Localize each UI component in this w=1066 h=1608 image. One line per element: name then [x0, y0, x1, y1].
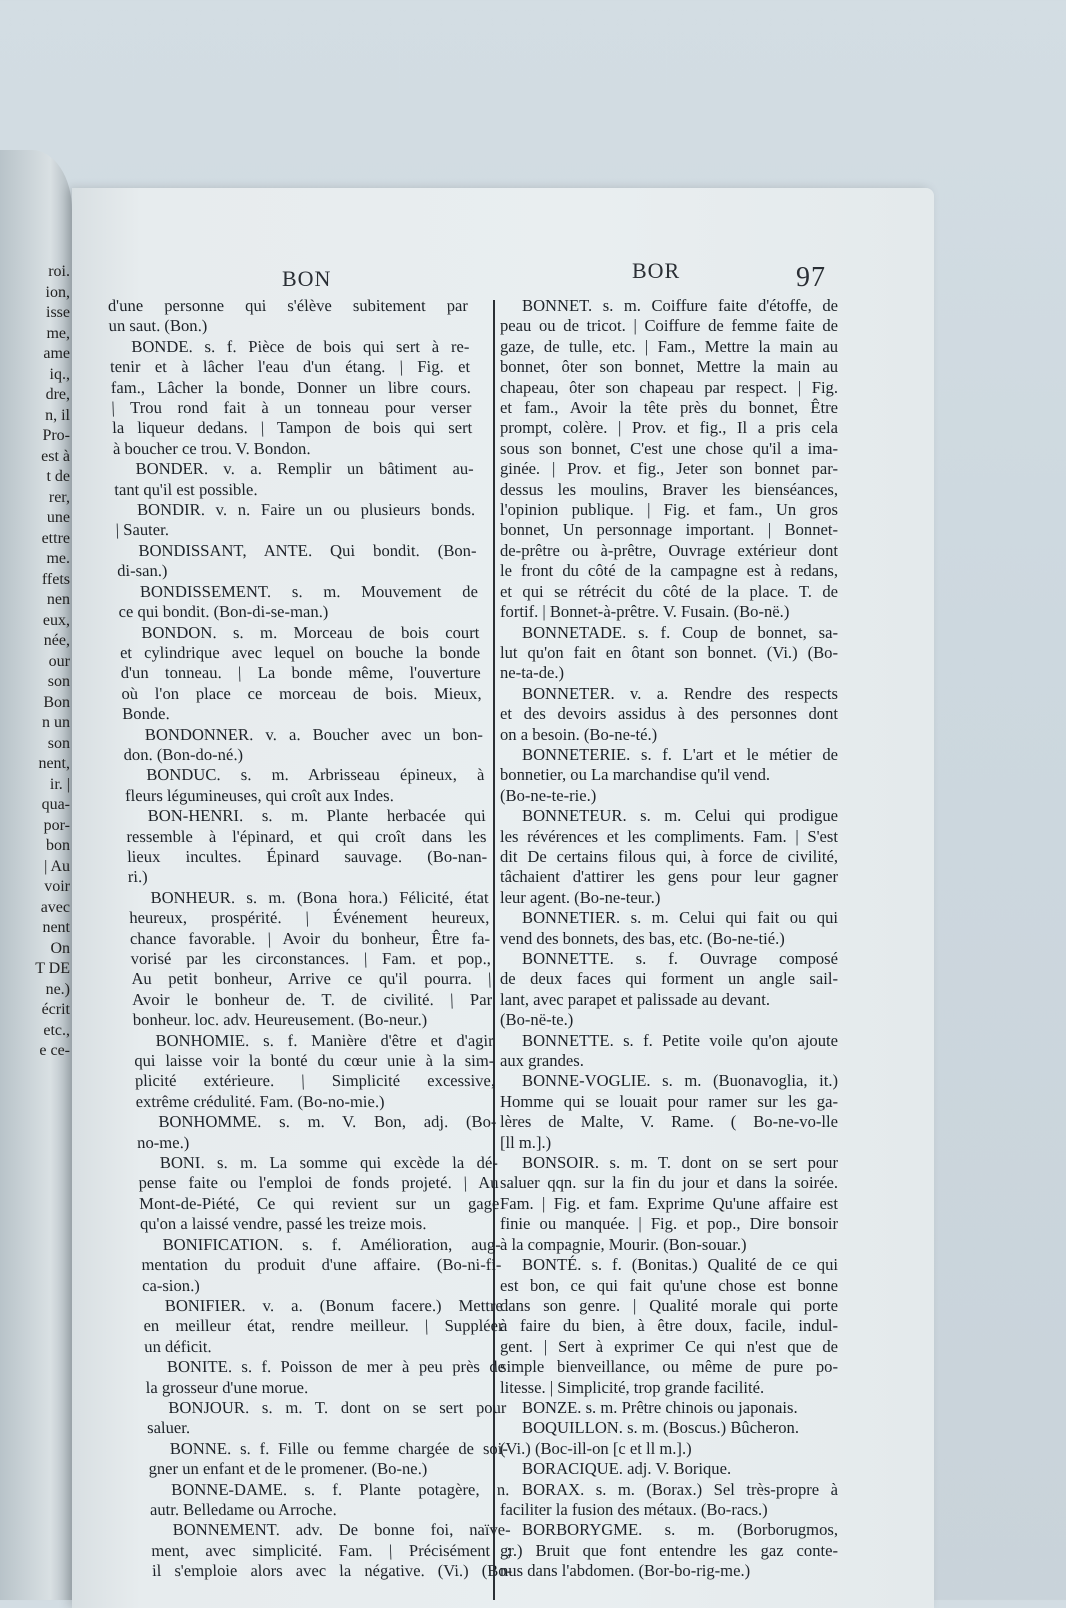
text-line: BONNE-DAME. s. f. Plante potagère, n. [170, 1479, 510, 1499]
text-line: BONNET. s. m. Coiffure faite d'étoffe, de [522, 296, 838, 315]
text-line: pense faite ou l'emploi de fonds projeté. | Au [138, 1173, 499, 1193]
text-line: le front du côté de la campagne est à redans, [500, 561, 838, 581]
text-line: Homme qui se louait pour ramer sur les ga- [500, 1091, 838, 1111]
fragment-line: nen [46, 591, 70, 608]
text-line: BONTÉ. s. f. (Bonitas.) Qualité de ce qui [522, 1255, 838, 1275]
text-line: et qui se rétrécit du côté de la place. T. de [500, 581, 838, 601]
text-line: BONDER. v. a. Remplir un bâtiment au- [135, 459, 474, 479]
text-line: gner un enfant et de le promener. (Bo-ne.) [148, 1459, 428, 1479]
text-line: (Bo-në-te.) [500, 1010, 574, 1030]
text-line: fam., Lâcher la bonde, Donner un libre cours. [110, 377, 472, 397]
text-line: d'une personne qui s'élève subitement par [107, 296, 469, 315]
facing-page-edge [0, 150, 72, 1600]
page-number: 97 [796, 262, 826, 293]
text-line: lères de Malte, V. Rame. ( Bo-ne-vo-lle [500, 1112, 838, 1132]
text-line: Mont-de-Piété, Ce qui revient sur un gage [138, 1193, 500, 1213]
fragment-line: ne.) [45, 980, 70, 998]
text-line: BONSOIR. s. m. T. dont on se sert pour [522, 1153, 838, 1173]
text-line: de deux faces qui forment un angle sail- [500, 969, 838, 989]
text-line: prompt, colère. | Prov. et fig., Il a pris cela [500, 418, 838, 438]
text-line: [ll m.].) [500, 1132, 552, 1152]
text-line: BONHEUR. s. m. (Bona hora.) Félicité, état [150, 887, 489, 907]
text-line: tant qu'il est possible. [113, 479, 258, 499]
text-line: lieux incultes. Épinard sauvage. (Bo-nan- [126, 846, 488, 866]
text-line: ca-sion.) [141, 1275, 201, 1295]
fragment-line: ir. | [49, 775, 70, 793]
text-line: bonheur. loc. adv. Heureusement. (Bo-neur.) [132, 1010, 428, 1030]
fragment-line: ffets [41, 570, 70, 588]
text-line: BORBORYGME. s. m. (Borborugmos, [522, 1520, 838, 1540]
text-line: BORACIQUE. adj. V. Borique. [522, 1459, 732, 1479]
text-line: BON-HENRI. s. m. Plante herbacée qui [147, 806, 487, 826]
text-line: Fam. | Fig. et fam. Exprime Qu'une affaire est [500, 1193, 838, 1213]
text-line: dessus les moulins, Braver les bienséances, [500, 479, 838, 499]
text-line: BONNETTE. s. f. Petite voile qu'on ajoute [522, 1030, 838, 1050]
fragment-line: isse [46, 304, 70, 321]
text-line: la liqueur dedans. | Tampon de bois qui sert [111, 418, 473, 438]
text-line: gaze, de tulle, etc. | Fam., Mettre la main au [500, 336, 838, 356]
text-line: ri.) [127, 867, 148, 887]
text-line: en meilleur état, rendre meilleur. | Suppléer [143, 1316, 504, 1336]
text-line: (Bo-ne-te-rie.) [500, 785, 597, 805]
text-line: extrême crédulité. Fam. (Bo-no-mie.) [135, 1091, 385, 1111]
fragment-line: t de [46, 468, 70, 485]
fragment-line: Bon [43, 693, 70, 711]
fragment-line: ame [43, 345, 70, 362]
text-line: tâchaient d'attirer les gens pour leur gagner [500, 867, 838, 887]
text-line: BONNEMENT. adv. De bonne foi, naïve- [172, 1520, 511, 1540]
text-line: et fam., Avoir la tête près du bonnet, Être [500, 398, 838, 418]
fragment-line: avec [40, 898, 70, 916]
text-line: heureux, prospérité. | Événement heureux, [128, 908, 490, 928]
text-line: BONNE-VOGLIE. s. m. (Buonavoglia, it.) [522, 1071, 838, 1091]
text-line: Au petit bonheur, Arrive ce qu'il pourra. | [131, 969, 492, 989]
text-line: BONJOUR. s. m. T. dont on se sert pour [168, 1397, 507, 1417]
fragment-line: me. [46, 550, 70, 567]
text-line: gr.) Bruit que font entendre les gaz conte- [500, 1540, 838, 1560]
fragment-line: son [47, 734, 70, 752]
text-line: BONNETIER. s. m. Celui qui fait ou qui [522, 908, 838, 928]
fragment-line: écrit [41, 1001, 70, 1018]
text-line: | Sauter. [115, 520, 170, 540]
text-line: BONIFICATION. s. f. Amélioration, aug- [162, 1234, 501, 1254]
text-line: BONHOMIE. s. f. Manière d'être et d'agir [155, 1030, 494, 1050]
text-line: bonnet, ôter son bonnet, Mettre la main au [500, 357, 838, 377]
facing-page-fragments [0, 262, 70, 1062]
fragment-line: por- [43, 816, 70, 834]
text-line: | Trou rond fait à un tonneau pour verser [111, 398, 472, 418]
text-line: chapeau, ôter son chapeau par respect. | Fig. [500, 377, 838, 397]
text-line: et cylindrique avec lequel on bouche la bonde [119, 642, 481, 662]
text-line: BONHOMME. s. m. V. Bon, adj. (Bo- [158, 1112, 497, 1132]
text-line: finie ou manquée. | Fig. et pop., Dire bonsoir [500, 1214, 838, 1234]
text-line: à la compagnie, Mourir. (Bon-souar.) [500, 1234, 747, 1254]
text-line: fortif. | Bonnet-à-prêtre. V. Fusain. (Bo-në.) [500, 602, 790, 622]
text-line: les révérences et les compliments. Fam. | S'est [500, 826, 838, 846]
text-line: BONDUC. s. m. Arbrisseau épineux, à [145, 765, 485, 785]
text-line: BONNE. s. f. Fille ou femme chargée de soi- [169, 1438, 509, 1458]
text-line: qu'on a laissé vendre, passé les treize mois. [139, 1214, 427, 1234]
text-line: un saut. (Bon.) [108, 316, 208, 336]
fragment-line: me, [46, 324, 70, 342]
fragment-line: eux, [42, 611, 70, 629]
text-line: dans son genre. | Qualité morale qui porte [500, 1295, 838, 1315]
text-line: d'un tonneau. | La bonde même, l'ouverture [120, 663, 482, 683]
text-line: saluer. [146, 1418, 191, 1438]
fragment-line: ion, [45, 283, 70, 301]
left-column [108, 296, 513, 1582]
text-line: où l'on place ce morceau de bois. Mieux, [121, 683, 482, 703]
text-line: BOQUILLON. s. m. (Boscus.) Bûcheron. [522, 1418, 799, 1438]
text-line: BONITE. s. f. Poisson de mer à peu près de [166, 1357, 506, 1377]
text-line: ment, avec simplicité. Fam. | Précisément ; [151, 1540, 512, 1560]
text-line: peau ou de tricot. | Coiffure de femme faite de [500, 316, 838, 336]
text-line: gent. | Sert à exprimer Ce qui n'est que de [500, 1336, 838, 1356]
fragment-line: e ce- [39, 1042, 70, 1059]
text-line: BONNETEUR. s. m. Celui qui prodigue [522, 806, 838, 826]
text-line: qui laisse voir la bonté du cœur unie à la sim- [133, 1051, 495, 1071]
fragment-line: nent, [38, 755, 70, 772]
text-line: ressemble à l'épinard, et qui croît dans les [126, 826, 487, 846]
fragment-line: | Au [44, 857, 70, 875]
fragment-line: voir [44, 878, 70, 895]
text-line: vend des bonnets, des bas, etc. (Bo-ne-tié.) [500, 928, 785, 948]
text-line: sous son bonnet, C'est une chose qu'il a ima- [500, 438, 838, 458]
text-line: fleurs légumineuses, qui croît aux Indes. [124, 785, 394, 805]
text-line: BORAX. s. m. (Borax.) Sel très-propre à [522, 1479, 838, 1499]
text-line: simple bienveillance, ou même de pure po- [500, 1357, 838, 1377]
fragment-line: dre, [45, 386, 70, 403]
text-line: l'opinion publique. | Fig. et fam., Un gros [500, 500, 838, 520]
fragment-line: ettre [41, 529, 70, 547]
fragment-line: n, il [45, 406, 70, 424]
text-line: bonnetier, ou La marchandise qu'il vend. [500, 765, 771, 785]
text-line: BONDISSEMENT. s. m. Mouvement de [139, 581, 479, 601]
text-line: et des devoirs assidus à des personnes dont [500, 704, 838, 724]
text-line: BONIFIER. v. a. (Bonum facere.) Mettre [164, 1295, 504, 1315]
text-line: lant, avec parapet et palissade au devant. [500, 989, 770, 1009]
fragment-line: etc., [43, 1021, 70, 1039]
fragment-line: On [50, 939, 70, 957]
text-line: BONNETERIE. s. f. L'art et le métier de [522, 744, 838, 764]
fragment-line: n un [42, 714, 70, 731]
text-line: on a besoin. (Bo-ne-té.) [500, 724, 658, 744]
fragment-line: qua- [41, 796, 70, 813]
text-line: BONDE. s. f. Pièce de bois qui sert à re- [130, 336, 470, 356]
right-column [500, 296, 838, 1582]
text-line: dit De certains filous qui, à force de civilité, [500, 846, 838, 866]
text-line: saluer qqn. sur la fin du jour et dans la soirée. [500, 1173, 838, 1193]
text-line: ce qui bondit. (Bon-di-se-man.) [118, 602, 329, 622]
text-line: (Vi.) (Boc-ill-on [c et ll m.].) [500, 1438, 692, 1458]
fragment-line: Pro- [42, 427, 70, 444]
right-running-header: BOR [632, 258, 681, 283]
fragment-line: iq., [49, 365, 70, 383]
fragment-line: une [46, 509, 70, 526]
text-line: la grosseur d'une morue. [145, 1377, 309, 1397]
text-line: no-me.) [136, 1132, 190, 1152]
text-line: faciliter la fusion des métaux. (Bo-racs.) [500, 1499, 768, 1519]
text-line: leur agent. (Bo-ne-teur.) [500, 887, 661, 907]
text-line: de-prêtre ou à-prêtre, Ouvrage extérieur dont [500, 540, 838, 560]
text-line: nus dans l'abdomen. (Bor-bo-rig-me.) [500, 1561, 751, 1581]
fragment-line: bon [46, 837, 70, 854]
fragment-line: our [48, 652, 70, 670]
left-running-header: BON [282, 266, 332, 291]
text-line: BONNETADE. s. f. Coup de bonnet, sa- [522, 622, 838, 642]
text-line: est bon, ce qui fait qu'une chose est bonne [500, 1275, 838, 1295]
text-line: à faire du bien, à être doux, facile, indul- [500, 1316, 838, 1336]
fragment-line: roi. [48, 263, 70, 280]
text-line: BONDON. s. m. Morceau de bois court [140, 622, 480, 642]
text-line: BONNETER. v. a. Rendre des respects [522, 683, 838, 703]
text-line: BONZE. s. m. Prêtre chinois ou japonais. [522, 1397, 798, 1417]
fragment-line: T DE [35, 960, 70, 977]
text-line: il s'emploie alors avec la négative. (Vi.) (Bo- [151, 1561, 513, 1581]
text-line: lut qu'on fait en ôtant son bonnet. (Vi.) (Bo- [500, 642, 838, 662]
text-line: chance favorable. | Avoir du bonheur, Être fa- [129, 928, 491, 948]
fragment-line: née, [43, 632, 70, 649]
text-line: ne-ta-de.) [500, 663, 565, 683]
text-line: don. (Bon-do-né.) [123, 744, 244, 764]
text-line: BONI. s. m. La somme qui excède la dé- [159, 1153, 499, 1173]
text-line: plicité extérieure. | Simplicité excessive, [134, 1071, 496, 1091]
text-line: aux grandes. [500, 1051, 584, 1071]
text-line: BONNETTE. s. f. Ouvrage composé [522, 949, 838, 968]
text-line: à boucher ce trou. V. Bondon. [112, 438, 311, 458]
text-line: BONDIR. v. n. Faire un ou plusieurs bonds. [136, 500, 476, 520]
text-line: Avoir le bonheur de. T. de civilité. | Par [131, 989, 493, 1009]
fragment-line: nent [42, 919, 70, 936]
text-line: ginée. | Prov. et fig., Jeter son bonnet par- [500, 459, 838, 479]
text-line: di-san.) [116, 561, 168, 581]
text-line: BONDONNER. v. a. Boucher avec un bon- [144, 724, 484, 744]
text-line: Bonde. [121, 704, 170, 724]
text-line: mentation du produit d'une affaire. (Bo-ni-fi- [141, 1255, 502, 1275]
text-line: bonnet, Un personnage important. | Bonnet- [500, 520, 838, 540]
text-line: un déficit. [143, 1336, 212, 1356]
text-line: BONDISSANT, ANTE. Qui bondit. (Bon- [138, 540, 477, 560]
text-line: litesse. | Simplicité, trop grande facilité. [500, 1377, 765, 1397]
fragment-line: son [47, 673, 70, 690]
fragment-line: rer, [48, 488, 70, 506]
text-line: tenir et à lâcher l'eau d'un étang. | Fig. et [109, 357, 471, 377]
text-line: autr. Belledame ou Arroche. [149, 1499, 337, 1519]
text-line: vorisé par les circonstances. | Fam. et pop., [130, 949, 492, 968]
fragment-line: est à [41, 447, 70, 465]
